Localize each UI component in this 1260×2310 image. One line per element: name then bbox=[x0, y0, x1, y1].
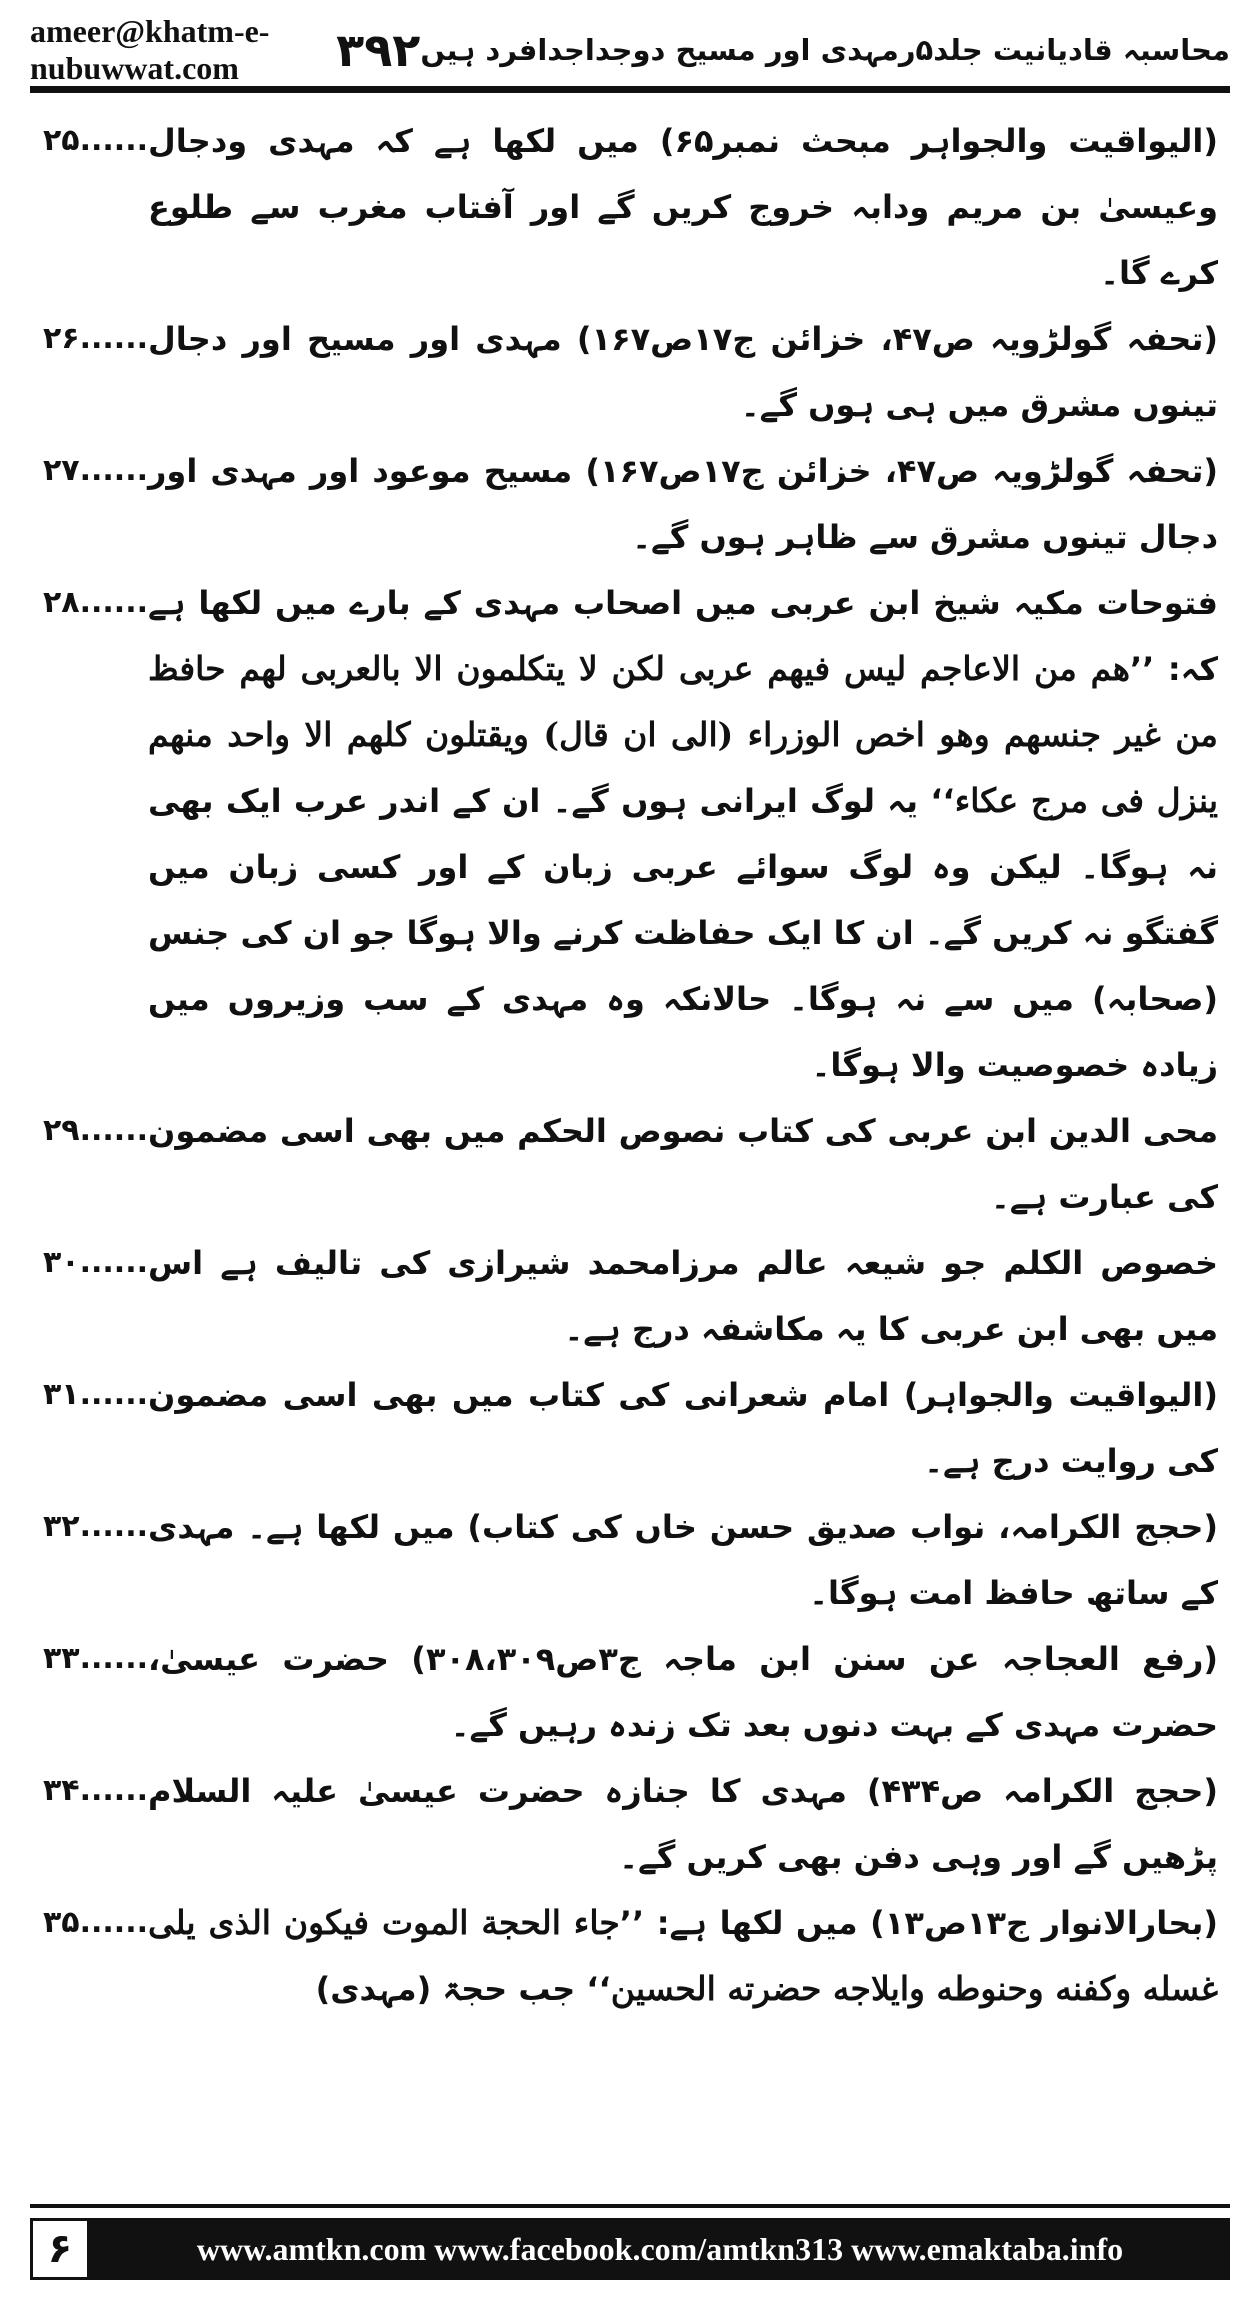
entry-number-label: ۳۲...... bbox=[43, 1509, 148, 1544]
entry-number-label: ۲۵...... bbox=[43, 123, 148, 158]
entry-text bbox=[148, 1890, 1218, 2022]
entry-text bbox=[148, 438, 1218, 570]
entry-number bbox=[30, 1098, 148, 1164]
entry-number bbox=[30, 108, 148, 174]
page-header bbox=[30, 13, 1230, 86]
entry-text bbox=[148, 1758, 1218, 1890]
entry-number bbox=[30, 570, 148, 636]
entry-number bbox=[30, 306, 148, 372]
entry-text bbox=[148, 570, 1218, 1098]
entry-number bbox=[30, 1890, 148, 1956]
entry-number-label: ۳۰...... bbox=[43, 1245, 148, 1280]
page-body bbox=[30, 108, 1230, 2173]
footer-page-box bbox=[30, 2218, 90, 2280]
urdu-text: (تحفہ گولڑویہ ص۴۷، خزائن ج۱۷ص۱۶۷) مسیح موعود اور مہدی اور دجال تینوں مشرق سے ظاہر ہوں گے۔ bbox=[148, 452, 1219, 556]
urdu-text: ‘‘ یہ لوگ ایرانی ہوں گے۔ ان کے اندر عرب ایک بھی نہ ہوگا۔ لیکن وہ لوگ سوائے عربی زبان کے اور کسی زبان میں گفتگو نہ کریں گے۔ ان کا ایک حفاظت کرنے والا ہوگا جو ان کی جنس (صحابہ) میں سے نہ ہوگا۔ حالانکہ وہ مہدی کے سب وزیروں میں زیادہ خصوصیت والا ہوگا۔ bbox=[148, 782, 1218, 1084]
entry-number bbox=[30, 1758, 148, 1824]
entry-30 bbox=[30, 1230, 1230, 1362]
entry-34 bbox=[30, 1758, 1230, 1890]
urdu-text: (حجج الکرامہ ص۴۳۴) مہدی کا جنازہ حضرت عیسیٰ علیہ السلام پڑھیں گے اور وہی دفن بھی کریں گے۔ bbox=[148, 1772, 1219, 1876]
page-footer bbox=[30, 2218, 1230, 2280]
entry-29 bbox=[30, 1098, 1230, 1230]
entry-27 bbox=[30, 438, 1230, 570]
urdu-text: (حجج الکرامہ، نواب صدیق حسن خاں کی کتاب) میں لکھا ہے۔ مہدی کے ساتھ حافظ امت ہوگا۔ bbox=[148, 1508, 1218, 1612]
header-rule bbox=[30, 86, 1230, 93]
header-page-number: ۳۹۲ bbox=[336, 23, 421, 77]
entry-text bbox=[148, 1362, 1218, 1494]
entry-number-label: ۲۸...... bbox=[43, 585, 148, 620]
urdu-text: (رفع العجاجہ عن سنن ابن ماجہ ج۳ص۳۰۸،۳۰۹) حضرت عیسیٰ، حضرت مہدی کے بہت دنوں بعد تک زندہ رہیں گے۔ bbox=[148, 1640, 1219, 1744]
urdu-text: فتوحات مکیہ شیخ ابن عربی میں اصحاب مہدی کے بارے میں لکھا ہے کہ: ’’ bbox=[148, 584, 1218, 688]
entry-text bbox=[148, 1494, 1218, 1626]
footer-rule bbox=[30, 2204, 1230, 2208]
urdu-text: (تحفہ گولڑویہ ص۴۷، خزائن ج۱۷ص۱۶۷) مہدی اور مسیح اور دجال تینوں مشرق میں ہی ہوں گے۔ bbox=[148, 320, 1219, 424]
entry-text bbox=[148, 108, 1218, 306]
entry-text bbox=[148, 306, 1218, 438]
arabic-quote: جاء الحجة الموت فيكون الذى يلى غسله وكفنه وحنوطه وايلاجه حضرته الحسين bbox=[148, 1903, 1218, 2008]
header-email: ameer@khatm-e-nubuwwat.com bbox=[30, 13, 270, 86]
entry-28 bbox=[30, 570, 1230, 1098]
footer-links: www.amtkn.com www.facebook.com/amtkn313 www.emaktaba.info bbox=[196, 2230, 1124, 2267]
urdu-text: ‘‘ جب حجۃ (مہدی) bbox=[315, 1970, 611, 2008]
entry-number-label: ۳۵...... bbox=[43, 1905, 148, 1940]
entry-text bbox=[148, 1230, 1218, 1362]
entry-number bbox=[30, 1494, 148, 1560]
urdu-text: (الیواقیت والجواہر مبحث نمبر۶۵) میں لکھا ہے کہ مہدی ودجال وعیسیٰ بن مریم ودابہ خروج کریں گے اور آفتاب مغرب سے طلوع کرے گا۔ bbox=[148, 122, 1219, 292]
header-book-title: محاسبہ قادیانیت جلد۵رمہدی اور مسیح دوجداجدافرد ہیں bbox=[420, 33, 1230, 67]
entry-number-label: ۳۱...... bbox=[43, 1377, 148, 1412]
entry-26 bbox=[30, 306, 1230, 438]
entry-number-label: ۳۳...... bbox=[43, 1641, 148, 1676]
entry-number-label: ۲۶...... bbox=[43, 321, 148, 356]
entry-number bbox=[30, 1362, 148, 1428]
entry-number-label: ۲۷...... bbox=[43, 453, 148, 488]
entry-number bbox=[30, 1230, 148, 1296]
entry-text bbox=[148, 1626, 1218, 1758]
entry-33 bbox=[30, 1626, 1230, 1758]
header-left bbox=[30, 13, 420, 87]
entry-31 bbox=[30, 1362, 1230, 1494]
urdu-text: (الیواقیت والجواہر) امام شعرانی کی کتاب میں بھی اسی مضمون کی روایت درج ہے۔ bbox=[148, 1376, 1218, 1480]
entry-text bbox=[148, 1098, 1218, 1230]
entry-32 bbox=[30, 1494, 1230, 1626]
entry-number bbox=[30, 438, 148, 504]
entry-number-label: ۲۹...... bbox=[43, 1113, 148, 1148]
entry-number-label: ۳۴...... bbox=[43, 1773, 148, 1808]
arabic-quote: هم من الاعاجم ليس فيهم عربى لكن لا يتكلمون الا بالعربى لهم حافظ من غير جنسهم وهو اخص الوزراء (الى ان قال) ويقتلون كلهم الا واحد منهم ينزل فى مرج عكاء bbox=[148, 649, 1219, 820]
urdu-text: محی الدین ابن عربی کی کتاب نصوص الحکم میں بھی اسی مضمون کی عبارت ہے۔ bbox=[148, 1112, 1218, 1216]
urdu-text: خصوص الکلم جو شیعہ عالم مرزامحمد شیرازی کی تالیف ہے اس میں بھی ابن عربی کا یہ مکاشفہ درج ہے۔ bbox=[148, 1244, 1218, 1348]
entry-25 bbox=[30, 108, 1230, 306]
urdu-text: (بحارالانوار ج۱۳ص۱۳) میں لکھا ہے: ’’ bbox=[619, 1904, 1219, 1942]
footer-page-number: ۶ bbox=[47, 2226, 73, 2272]
entry-number bbox=[30, 1626, 148, 1692]
entry-35 bbox=[30, 1890, 1230, 2022]
